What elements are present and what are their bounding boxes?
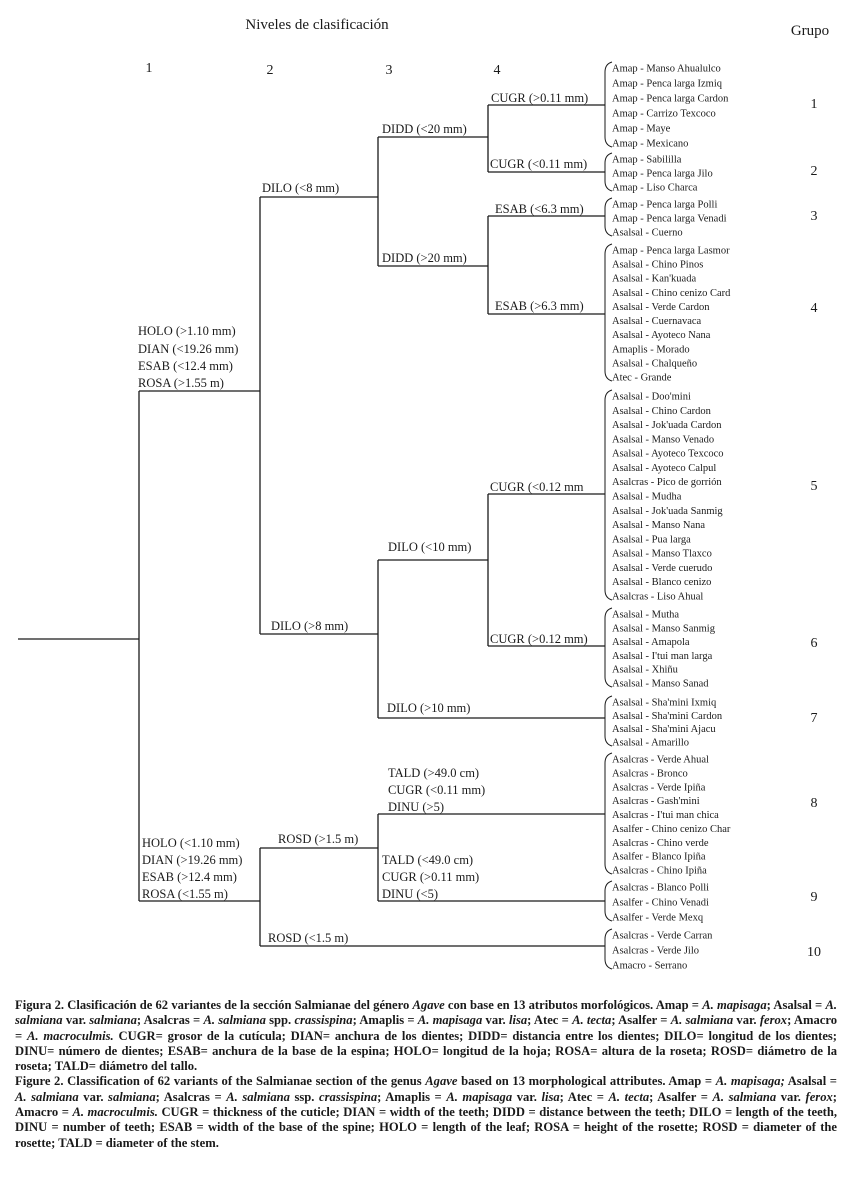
leaf-label: Asalsal - Chino cenizo Card [612, 287, 731, 299]
node-rosd-gt: ROSD (>1.5 m) [278, 832, 359, 846]
leaf-label: Asalcras - Bronco [612, 768, 688, 780]
group-number: 7 [810, 711, 818, 726]
node-cugr-gt011: CUGR (>0.11 mm) [491, 91, 589, 105]
caption-text: ; Asalfer = [611, 1013, 671, 1028]
leaf-label: Asalsal - Ayoteco Nana [612, 330, 711, 342]
node-tald-gt [388, 766, 485, 814]
leaf-label: Asalsal - Cuerno [612, 227, 683, 239]
caption-text: CUGR = thickness of the cuticle; DIAN = width of the teeth; DIDD = distance between the teeth; DILO = length of the teeth, DINU = number of teeth; ESAB = width of the base of the spine; HOLO = length of the leaf; ROSA = height of the rosette; ROSD = diameter of the rosette; TALD = diameter of the stem. [15, 1105, 838, 1150]
leaf-label: Asalsal - Chino Pinos [612, 259, 704, 271]
node-tald-lt [382, 853, 479, 901]
leaf-label: Asalsal - Verde cuerudo [612, 562, 713, 574]
node-didd-gt20: DIDD (>20 mm) [382, 251, 467, 265]
leaf-label: Asalsal - Chino Cardon [612, 405, 711, 417]
tree-branches [18, 105, 605, 946]
node-dilo-lt10: DILO (<10 mm) [388, 540, 472, 554]
leaf-label: Asalsal - Cuernavaca [612, 316, 702, 328]
leaf-label: Asalsal - Verde Cardon [612, 301, 710, 313]
leaf-label: Atec - Grande [612, 372, 672, 384]
leaf-label: Asalcras - Chino verde [612, 837, 709, 849]
level-2-label: 2 [266, 63, 274, 78]
caption-text: var. [512, 1089, 542, 1104]
caption-text: ; Asalcras = [155, 1089, 227, 1104]
node-tald-gt-line: CUGR (<0.11 mm) [388, 783, 486, 797]
caption-italic-term: A. mapisaga [446, 1089, 513, 1104]
leaf-label: Amacro - Serrano [612, 960, 688, 972]
group-number: 6 [810, 636, 818, 651]
caption-text: Figura 2. Clasificación de 62 variantes de la sección Salmianae del género [15, 998, 413, 1012]
leaf-label: Asalsal - I'tui man larga [612, 650, 713, 662]
leaf-label: Asalsal - Mudha [612, 491, 682, 503]
caption-italic-term: ferox [805, 1089, 833, 1104]
caption-italic-term: salmiana [89, 1013, 137, 1028]
node-holo-big [138, 324, 238, 390]
node-esab-gt63: ESAB (>6.3 mm) [495, 299, 584, 313]
leaf-label: Asalsal - Amarillo [612, 737, 689, 749]
node-holo-big-line: HOLO (>1.10 mm) [138, 324, 236, 338]
caption-italic-term: A. salmiana [712, 1089, 777, 1104]
leaf-label: Asalsal - Chalqueño [612, 358, 698, 370]
group-bracket [605, 696, 612, 746]
figure-caption [15, 998, 837, 1151]
caption-text: ; Asalfer = [649, 1089, 713, 1104]
caption-text: Figure 2. Classification of 62 variants of the Salmianae section of the genus [15, 1074, 426, 1089]
caption-text: ssp. [289, 1089, 320, 1104]
caption-italic-term: A. salmiana [15, 1089, 79, 1104]
caption-text: ; Amaplis = [352, 1013, 418, 1028]
leaf-label: Asalsal - Manso Sanad [612, 678, 709, 690]
group-number: 3 [810, 209, 818, 224]
leaf-label: Asalcras - Liso Ahual [612, 591, 704, 603]
caption-italic-term: salmiana [108, 1089, 156, 1104]
node-dilo-gt8: DILO (>8 mm) [271, 619, 349, 633]
leaf-label: Asalfer - Blanco Ipiña [612, 851, 706, 863]
caption-italic-term: A. salmiana [203, 1013, 266, 1028]
caption-italic-term: A. mapisaga; [715, 1074, 785, 1089]
group-bracket [605, 881, 612, 921]
group-bracket [605, 198, 612, 236]
caption-italic-term: A. tecta [572, 1013, 612, 1028]
node-holo-small-line: ESAB (>12.4 mm) [142, 870, 237, 884]
leaf-label: Asalsal - Manso Nana [612, 520, 706, 532]
caption-text: Asalsal = [784, 1074, 837, 1089]
leaf-label: Asalcras - Verde Jilo [612, 945, 699, 957]
level-1-label: 1 [145, 61, 153, 76]
leaf-label: Amap - Penca larga Jilo [612, 168, 713, 180]
leaf-label: Asalsal - Manso Venado [612, 434, 715, 446]
leaf-label: Amap - Manso Ahualulco [612, 63, 721, 75]
group-bracket [605, 244, 612, 381]
leaf-label: Asalsal - Sha'mini Ajacu [612, 724, 716, 736]
leaf-label: Amap - Penca larga Cardon [612, 93, 729, 105]
caption-text: ; Atec = [527, 1013, 573, 1028]
caption-text: var. [776, 1089, 806, 1104]
node-didd-lt20: DIDD (<20 mm) [382, 122, 467, 136]
caption-italic-term: A. macroculmis. [72, 1105, 158, 1120]
leaf-label: Asalsal - Ayoteco Texcoco [612, 448, 724, 460]
node-rosd-lt: ROSD (<1.5 m) [268, 931, 349, 945]
node-tald-gt-line: DINU (>5) [388, 800, 444, 814]
leaf-label: Asalfer - Chino Venadi [612, 897, 709, 909]
node-tald-gt-line: TALD (>49.0 cm) [388, 766, 480, 780]
caption-italic-term: A. mapisaga [417, 1013, 483, 1028]
caption-text: ; Asalsal = [766, 998, 826, 1012]
node-cugr-lt012: CUGR (<0.12 mm [490, 480, 584, 494]
leaf-label: Asalsal - Manso Sanmig [612, 623, 715, 635]
caption-italic-term: Agave [425, 1074, 458, 1089]
levels-title: Niveles de clasificación [245, 17, 389, 33]
caption-text: ; Atec = [559, 1089, 609, 1104]
caption-italic-term: A. macroculmis. [27, 1028, 114, 1043]
caption-text: CUGR= grosor de la cutícula; DIAN= anchura de los dientes; DIDD= distancia entre los dientes; DILO= longitud de los dientes; DINU= número de dientes; ESAB= anchura de la base de la espina; HOLO= longitud de la hoja; ROSA= altura de la roseta; ROSD= diámetro de la roseta; TALD= diámetro del tallo. [15, 1028, 837, 1074]
node-holo-small [142, 836, 242, 901]
leaf-label: Amap - Penca larga Polli [612, 199, 718, 211]
leaf-label: Amap - Carrizo Texcoco [612, 108, 716, 120]
level-4-label: 4 [493, 63, 501, 78]
caption-text: based on 13 morphological attributes. Amap = [457, 1074, 716, 1089]
leaf-label: Asalcras - Gash'mini [612, 796, 700, 808]
leaf-label: Asalsal - Ayoteco Calpul [612, 462, 717, 474]
caption-italic-term: lisa [508, 1013, 528, 1028]
leaf-label: Amap - Maye [612, 123, 671, 135]
node-cugr-gt012: CUGR (>0.12 mm) [490, 632, 588, 646]
caption-italic-term: A. mapisaga [702, 998, 767, 1012]
node-holo-big-line: ROSA (>1.55 m) [138, 376, 224, 390]
leaf-label: Asalfer - Chino cenizo Char [612, 823, 731, 835]
leaf-label: Asalcras - Blanco Polli [612, 882, 710, 894]
node-dilo-lt8: DILO (<8 mm) [262, 181, 340, 195]
leaf-label: Asalsal - Mutha [612, 609, 680, 621]
leaf-label: Amap - Penca larga Venadi [612, 213, 727, 225]
node-holo-small-line: HOLO (<1.10 mm) [142, 836, 240, 850]
group-number: 8 [810, 796, 818, 811]
leaf-label: Asalsal - Doo'mini [612, 391, 691, 403]
caption-italic-term: Agave [412, 998, 445, 1012]
caption-spanish [15, 998, 837, 1074]
caption-italic-term: A. tecta [608, 1089, 650, 1104]
caption-text: spp. [265, 1013, 295, 1028]
leaf-label: Asalsal - Sha'mini Ixmiq [612, 697, 717, 709]
leaf-label: Amaplis - Morado [612, 344, 690, 356]
caption-italic-term: lisa [541, 1089, 560, 1104]
leaf-label: Asalfer - Verde Mexq [612, 912, 704, 924]
leaf-label: Asalsal - Pua larga [612, 534, 691, 546]
caption-italic-term: A. salmiana [226, 1089, 290, 1104]
caption-text: ; Amacro = [15, 1089, 837, 1120]
caption-text: var. [78, 1089, 109, 1104]
node-tald-lt-line: DINU (<5) [382, 887, 438, 901]
leaf-label: Amap - Penca larga Lasmor [612, 245, 730, 257]
level-3-label: 3 [385, 63, 393, 78]
caption-italic-term: A. salmiana [670, 1013, 734, 1028]
caption-text: ; Amaplis = [377, 1089, 447, 1104]
group-heading: Grupo [790, 23, 830, 39]
leaf-label: Asalsal - Xhiñu [612, 664, 678, 676]
caption-italic-term: crassispina [294, 1013, 353, 1028]
group-number: 9 [810, 890, 818, 905]
leaf-label: Asalsal - Manso Tlaxco [612, 548, 712, 560]
leaf-label: Amap - Sabililla [612, 154, 682, 166]
group-number: 1 [810, 97, 818, 112]
caption-text: ; Amacro = [15, 1013, 837, 1043]
leaf-groups [605, 62, 821, 972]
node-tald-lt-line: CUGR (>0.11 mm) [382, 870, 480, 884]
group-bracket [605, 153, 612, 191]
caption-text: ; Asalcras = [136, 1013, 204, 1028]
node-holo-small-line: ROSA (<1.55 m) [142, 887, 228, 901]
caption-italic-term: crassispina [319, 1089, 378, 1104]
node-holo-big-line: ESAB (<12.4 mm) [138, 359, 233, 373]
leaf-label: Asalsal - Jok'uada Sanmig [612, 505, 723, 517]
node-holo-small-line: DIAN (>19.26 mm) [142, 853, 243, 867]
leaf-label: Amap - Penca larga Izmiq [612, 78, 723, 90]
group-bracket [605, 608, 612, 687]
caption-italic-term: A. salmiana [15, 998, 837, 1028]
leaf-label: Asalsal - Jok'uada Cardon [612, 420, 722, 432]
group-bracket [605, 753, 612, 874]
node-tald-lt-line: TALD (<49.0 cm) [382, 853, 474, 867]
caption-text: var. [62, 1013, 90, 1028]
group-number: 2 [810, 164, 818, 179]
leaf-label: Asalsal - Amapola [612, 637, 690, 649]
group-bracket [605, 62, 612, 147]
leaf-label: Asalsal - Blanco cenizo [612, 577, 712, 589]
caption-english [15, 1074, 837, 1150]
group-bracket [605, 390, 612, 600]
group-number: 5 [810, 479, 818, 494]
leaf-label: Asalsal - Sha'mini Cardon [612, 710, 723, 722]
group-bracket [605, 929, 612, 969]
caption-text: var. [482, 1013, 509, 1028]
group-number: 4 [810, 301, 818, 316]
caption-italic-term: ferox [759, 1013, 788, 1028]
caption-text: con base en 13 atributos morfológicos. Amap = [444, 998, 703, 1012]
leaf-label: Asalcras - Verde Carran [612, 930, 713, 942]
leaf-label: Asalcras - Verde Ipiña [612, 782, 706, 794]
caption-text: var. [733, 1013, 760, 1028]
group-number: 10 [807, 945, 821, 960]
leaf-label: Amap - Liso Charca [612, 182, 698, 194]
node-dilo-gt10: DILO (>10 mm) [387, 701, 471, 715]
node-holo-big-line: DIAN (<19.26 mm) [138, 342, 239, 356]
leaf-label: Asalsal - Kan'kuada [612, 273, 697, 285]
leaf-label: Asalcras - Pico de gorrión [612, 477, 722, 489]
node-esab-lt63: ESAB (<6.3 mm) [495, 202, 584, 216]
leaf-label: Asalcras - Chino Ipiña [612, 865, 707, 877]
leaf-label: Asalcras - Verde Ahual [612, 754, 709, 766]
leaf-label: Amap - Mexicano [612, 138, 689, 150]
node-cugr-lt011: CUGR (<0.11 mm) [490, 157, 588, 171]
leaf-label: Asalcras - I'tui man chica [612, 810, 719, 821]
